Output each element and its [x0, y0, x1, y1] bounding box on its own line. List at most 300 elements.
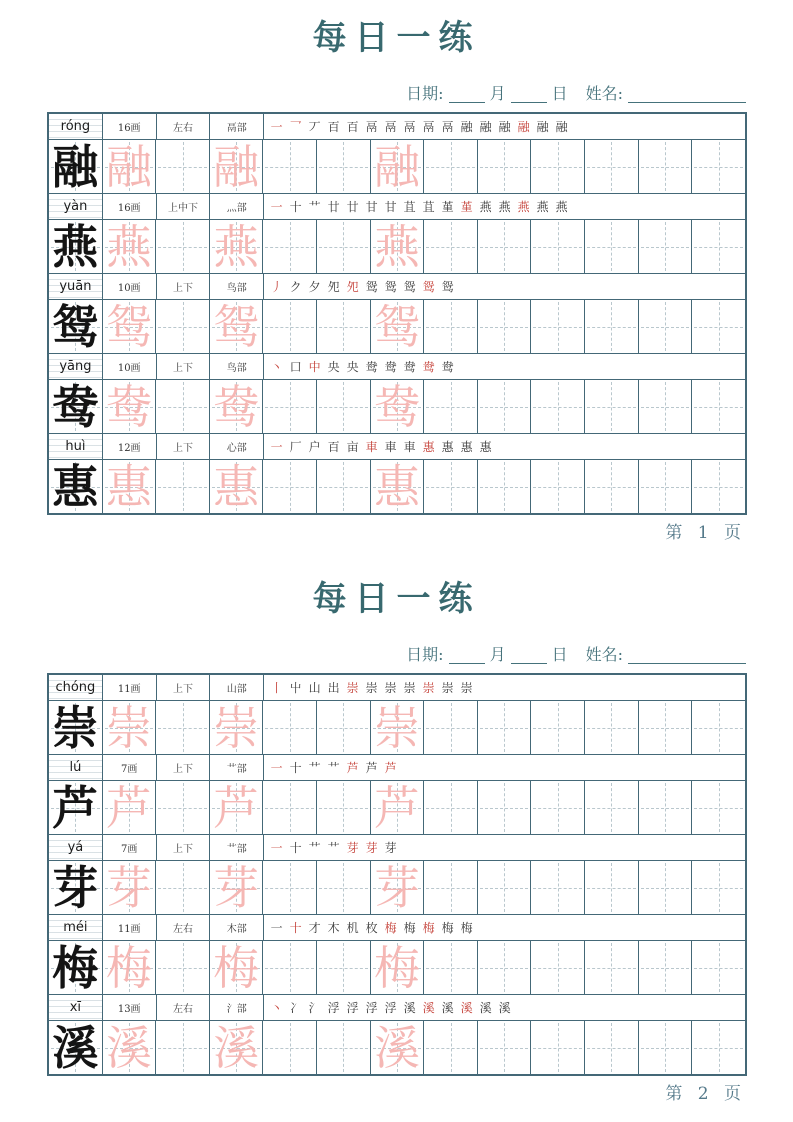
practice-cell: [478, 380, 532, 433]
structure-cell: 上下: [157, 675, 211, 700]
trace-character: 鸳: [105, 299, 152, 354]
structure-cell: 上中下: [157, 194, 211, 219]
practice-cell: [692, 460, 745, 513]
stroke-order-step: 亩: [346, 440, 359, 454]
practice-cell: [156, 861, 210, 914]
practice-cell: [531, 781, 585, 834]
practice-cell: [317, 380, 371, 433]
practice-cell: [639, 220, 693, 273]
date-line: [406, 84, 746, 103]
practice-cell: [371, 941, 425, 994]
character-row-block: [49, 755, 745, 835]
stroke-count-cell: 10画: [103, 354, 157, 379]
practice-cell: [210, 1021, 264, 1074]
practice-cell: [585, 701, 639, 754]
stroke-order-step: 鸳: [365, 280, 378, 294]
stroke-order-sequence: [264, 915, 745, 940]
stroke-order-step: 融: [460, 120, 473, 134]
stroke-order-step: 溪: [498, 1001, 511, 1015]
stroke-order-step: 冫: [289, 1001, 302, 1015]
practice-cell: [210, 941, 264, 994]
practice-cell: [103, 781, 157, 834]
trace-character: 溪: [105, 1020, 152, 1075]
stroke-order-step: 融: [517, 120, 530, 134]
stroke-order-step: 苴: [422, 200, 435, 214]
stroke-order-step: 夗: [346, 280, 359, 294]
example-character: 溪: [52, 1020, 99, 1075]
trace-character: 梅: [373, 940, 420, 995]
practice-cell: [478, 781, 532, 834]
practice-cell: [263, 220, 317, 273]
stroke-order-step: 枚: [365, 921, 378, 935]
practice-cell: [424, 300, 478, 353]
row-header: [49, 755, 745, 781]
practice-cell: [692, 941, 745, 994]
date-month-blank: [449, 661, 485, 664]
stroke-order-step: 十: [289, 841, 302, 855]
trace-character: 芽: [105, 860, 152, 915]
character-row-block: [49, 194, 745, 274]
date-label: 日期:: [406, 645, 444, 664]
practice-cell: [263, 781, 317, 834]
practice-cell: [531, 1021, 585, 1074]
stroke-order-step: 浮: [384, 1001, 397, 1015]
practice-cell: [210, 460, 264, 513]
practice-cell: [103, 220, 157, 273]
practice-cell: [531, 460, 585, 513]
practice-cell: [531, 941, 585, 994]
practice-cell: [317, 220, 371, 273]
practice-cell: [639, 140, 693, 193]
practice-cell: [585, 861, 639, 914]
stroke-order-step: 百: [327, 440, 340, 454]
stroke-order-sequence: [264, 354, 745, 379]
practice-cell: [49, 220, 103, 273]
trace-character: 燕: [213, 219, 260, 274]
practice-cell: [103, 1021, 157, 1074]
character-row-block: [49, 354, 745, 434]
stroke-order-step: 車: [365, 440, 378, 454]
stroke-count-cell: 16画: [103, 114, 157, 139]
stroke-order-step: 惠: [441, 440, 454, 454]
practice-cell: [424, 380, 478, 433]
radical-cell: 氵部: [210, 995, 264, 1020]
stroke-order-step: 丿: [270, 280, 283, 294]
stroke-order-step: 艹: [308, 761, 321, 775]
row-header: [49, 114, 745, 140]
character-row-block: [49, 114, 745, 194]
practice-cell: [585, 781, 639, 834]
stroke-order-step: 廿: [346, 200, 359, 214]
trace-character: 鸯: [105, 379, 152, 434]
practice-cell: [317, 140, 371, 193]
practice-cell: [263, 701, 317, 754]
pinyin-cell: lú: [49, 755, 103, 780]
stroke-order-step: 鸯: [422, 360, 435, 374]
practice-cell: [103, 300, 157, 353]
stroke-order-step: 百: [346, 120, 359, 134]
practice-cell: [49, 861, 103, 914]
pinyin-cell: yá: [49, 835, 103, 860]
stroke-order-step: 厂: [289, 440, 302, 454]
practice-cell: [103, 460, 157, 513]
stroke-order-step: 崇: [403, 681, 416, 695]
date-line: [406, 645, 746, 664]
practice-cell: [317, 781, 371, 834]
practice-row: [49, 300, 745, 354]
practice-cell: [639, 380, 693, 433]
stroke-order-step: 央: [327, 360, 340, 374]
practice-cell: [156, 220, 210, 273]
practice-cell: [156, 701, 210, 754]
stroke-order-step: 溪: [460, 1001, 473, 1015]
practice-cell: [424, 861, 478, 914]
pinyin-cell: xī: [49, 995, 103, 1020]
practice-cell: [639, 300, 693, 353]
name-label: 姓名:: [585, 84, 623, 103]
practice-cell: [531, 861, 585, 914]
structure-cell: 左右: [157, 114, 211, 139]
stroke-order-step: 廿: [327, 200, 340, 214]
practice-cell: [692, 781, 745, 834]
stroke-order-step: 惠: [422, 440, 435, 454]
practice-row: [49, 140, 745, 194]
example-character: 融: [52, 139, 99, 194]
stroke-order-sequence: [264, 835, 745, 860]
character-row-block: [49, 835, 745, 915]
practice-cell: [371, 781, 425, 834]
row-header: [49, 995, 745, 1021]
practice-cell: [263, 300, 317, 353]
practice-cell: [585, 300, 639, 353]
practice-cell: [210, 140, 264, 193]
stroke-order-step: 出: [327, 681, 340, 695]
stroke-order-step: 芦: [346, 761, 359, 775]
row-header: [49, 675, 745, 701]
stroke-order-sequence: [264, 194, 745, 219]
stroke-order-step: 十: [289, 761, 302, 775]
trace-character: 惠: [213, 459, 260, 514]
radical-cell: 心部: [210, 434, 264, 459]
practice-cell: [424, 1021, 478, 1074]
trace-character: 崇: [373, 700, 420, 755]
row-header: [49, 835, 745, 861]
stroke-order-step: 鬲: [403, 120, 416, 134]
stroke-order-step: 鸯: [441, 360, 454, 374]
practice-cell: [639, 1021, 693, 1074]
practice-cell: [585, 380, 639, 433]
practice-cell: [692, 1021, 745, 1074]
trace-character: 溪: [213, 1020, 260, 1075]
date-month-blank: [449, 100, 485, 103]
trace-character: 梅: [105, 940, 152, 995]
stroke-order-step: 燕: [555, 200, 568, 214]
character-row-block: [49, 995, 745, 1074]
stroke-order-step: 一: [270, 440, 283, 454]
practice-cell: [478, 1021, 532, 1074]
example-character: 崇: [52, 700, 99, 755]
pinyin-cell: chóng: [49, 675, 103, 700]
practice-cell: [210, 701, 264, 754]
stroke-order-step: 户: [308, 440, 321, 454]
stroke-order-step: 鸯: [365, 360, 378, 374]
practice-cell: [103, 140, 157, 193]
practice-cell: [478, 941, 532, 994]
practice-cell: [424, 701, 478, 754]
practice-cell: [478, 220, 532, 273]
practice-cell: [531, 701, 585, 754]
practice-cell: [585, 140, 639, 193]
trace-character: 燕: [105, 219, 152, 274]
stroke-order-step: 浮: [365, 1001, 378, 1015]
practice-cell: [371, 220, 425, 273]
practice-cell: [103, 701, 157, 754]
practice-row: [49, 781, 745, 835]
row-header: [49, 434, 745, 460]
radical-cell: 艹部: [210, 755, 264, 780]
stroke-order-step: 百: [327, 120, 340, 134]
date-label: 日期:: [406, 84, 444, 103]
example-character: 芦: [52, 780, 99, 835]
stroke-order-step: 惠: [460, 440, 473, 454]
practice-cell: [424, 460, 478, 513]
month-label: 月: [489, 645, 506, 664]
stroke-order-step: 崇: [422, 681, 435, 695]
pinyin-cell: huì: [49, 434, 103, 459]
worksheet-page-2: [0, 561, 793, 1122]
stroke-order-step: 丨: [270, 681, 283, 695]
stroke-order-step: 溪: [479, 1001, 492, 1015]
practice-cell: [424, 941, 478, 994]
stroke-order-step: 崇: [441, 681, 454, 695]
row-header: [49, 915, 745, 941]
stroke-count-cell: 7画: [103, 835, 157, 860]
practice-row: [49, 861, 745, 915]
stroke-order-step: 鸳: [403, 280, 416, 294]
example-character: 鸯: [52, 379, 99, 434]
practice-cell: [639, 781, 693, 834]
trace-character: 鸯: [373, 379, 420, 434]
trace-character: 梅: [213, 940, 260, 995]
stroke-order-step: 丶: [270, 360, 283, 374]
stroke-order-step: 芽: [346, 841, 359, 855]
example-character: 梅: [52, 940, 99, 995]
stroke-count-cell: 16画: [103, 194, 157, 219]
stroke-order-step: 一: [270, 200, 283, 214]
trace-character: 崇: [213, 700, 260, 755]
stroke-order-step: 鬲: [384, 120, 397, 134]
practice-cell: [478, 701, 532, 754]
pinyin-cell: róng: [49, 114, 103, 139]
practice-cell: [263, 140, 317, 193]
stroke-order-step: 夗: [327, 280, 340, 294]
stroke-order-step: 鸳: [384, 280, 397, 294]
stroke-order-step: 融: [479, 120, 492, 134]
practice-cell: [424, 140, 478, 193]
practice-cell: [424, 781, 478, 834]
practice-row: [49, 941, 745, 995]
practice-cell: [692, 701, 745, 754]
structure-cell: 上下: [157, 274, 211, 299]
stroke-order-step: 甘: [365, 200, 378, 214]
stroke-count-cell: 12画: [103, 434, 157, 459]
practice-cell: [263, 1021, 317, 1074]
practice-cell: [49, 140, 103, 193]
stroke-order-step: 融: [555, 120, 568, 134]
stroke-order-step: 惠: [479, 440, 492, 454]
stroke-order-step: 梅: [460, 921, 473, 935]
stroke-count-cell: 10画: [103, 274, 157, 299]
practice-cell: [49, 380, 103, 433]
day-label: 日: [551, 84, 568, 103]
structure-cell: 上下: [157, 354, 211, 379]
stroke-order-step: 崇: [384, 681, 397, 695]
stroke-order-step: 一: [270, 841, 283, 855]
stroke-order-step: 丶: [270, 1001, 283, 1015]
date-day-blank: [511, 100, 547, 103]
stroke-order-step: 一: [270, 120, 283, 134]
stroke-order-step: 才: [308, 921, 321, 935]
character-row-block: [49, 675, 745, 755]
stroke-order-step: 浮: [327, 1001, 340, 1015]
trace-character: 溪: [373, 1020, 420, 1075]
practice-cell: [692, 861, 745, 914]
practice-cell: [478, 300, 532, 353]
stroke-order-step: 燕: [498, 200, 511, 214]
stroke-order-step: 艹: [308, 841, 321, 855]
practice-cell: [156, 781, 210, 834]
trace-character: 芽: [373, 860, 420, 915]
stroke-order-step: 屮: [289, 681, 302, 695]
stroke-order-step: 鬲: [365, 120, 378, 134]
stroke-order-step: 芦: [384, 761, 397, 775]
practice-cell: [49, 300, 103, 353]
practice-cell: [103, 941, 157, 994]
stroke-order-step: 鸯: [403, 360, 416, 374]
page-number: 第 1 页: [665, 523, 746, 543]
stroke-order-step: 鬲: [422, 120, 435, 134]
stroke-order-sequence: [264, 675, 745, 700]
practice-cell: [531, 220, 585, 273]
stroke-order-step: 鸯: [384, 360, 397, 374]
stroke-order-step: 車: [384, 440, 397, 454]
trace-character: 芦: [373, 780, 420, 835]
stroke-order-step: ク: [289, 280, 302, 294]
example-character: 燕: [52, 219, 99, 274]
stroke-order-step: 芽: [384, 841, 397, 855]
date-day-blank: [511, 661, 547, 664]
stroke-order-sequence: [264, 995, 745, 1020]
practice-cell: [639, 861, 693, 914]
practice-cell: [49, 781, 103, 834]
stroke-order-sequence: [264, 114, 745, 139]
practice-cell: [210, 380, 264, 433]
practice-cell: [478, 140, 532, 193]
practice-cell: [317, 941, 371, 994]
structure-cell: 上下: [157, 835, 211, 860]
stroke-order-step: 車: [403, 440, 416, 454]
structure-cell: 上下: [157, 434, 211, 459]
practice-cell: [585, 460, 639, 513]
practice-cell: [692, 380, 745, 433]
practice-cell: [156, 300, 210, 353]
practice-cell: [317, 701, 371, 754]
practice-cell: [531, 380, 585, 433]
name-blank: [628, 100, 746, 103]
stroke-order-step: 木: [327, 921, 340, 935]
stroke-order-step: 溪: [441, 1001, 454, 1015]
page-number: 第 2 页: [665, 1084, 746, 1104]
stroke-order-step: 融: [536, 120, 549, 134]
practice-cell: [531, 140, 585, 193]
practice-cell: [317, 1021, 371, 1074]
stroke-order-step: 苴: [403, 200, 416, 214]
radical-cell: 灬部: [210, 194, 264, 219]
practice-cell: [371, 140, 425, 193]
stroke-order-sequence: [264, 434, 745, 459]
practice-cell: [371, 861, 425, 914]
stroke-order-step: 溪: [403, 1001, 416, 1015]
stroke-order-step: 一: [270, 921, 283, 935]
pinyin-cell: yàn: [49, 194, 103, 219]
stroke-count-cell: 7画: [103, 755, 157, 780]
practice-cell: [371, 701, 425, 754]
practice-cell: [317, 460, 371, 513]
page-title: 每日一练: [312, 18, 481, 58]
practice-cell: [692, 220, 745, 273]
practice-row: [49, 460, 745, 513]
practice-cell: [49, 1021, 103, 1074]
practice-cell: [424, 220, 478, 273]
trace-character: 惠: [373, 459, 420, 514]
practice-cell: [156, 460, 210, 513]
practice-row: [49, 220, 745, 274]
stroke-order-step: 芦: [365, 761, 378, 775]
pinyin-cell: yuān: [49, 274, 103, 299]
practice-cell: [478, 861, 532, 914]
trace-character: 鸯: [213, 379, 260, 434]
practice-cell: [639, 460, 693, 513]
pinyin-cell: yāng: [49, 354, 103, 379]
stroke-order-step: 一: [270, 761, 283, 775]
row-header: [49, 274, 745, 300]
practice-cell: [210, 220, 264, 273]
trace-character: 鸳: [373, 299, 420, 354]
character-row-block: [49, 274, 745, 354]
radical-cell: 山部: [210, 675, 264, 700]
worksheet-table-1: [47, 112, 747, 515]
stroke-order-step: 艹: [327, 761, 340, 775]
stroke-order-step: 芽: [365, 841, 378, 855]
stroke-order-step: 燕: [517, 200, 530, 214]
practice-cell: [156, 941, 210, 994]
month-label: 月: [489, 84, 506, 103]
trace-character: 芽: [213, 860, 260, 915]
stroke-order-step: 乛: [289, 120, 302, 134]
stroke-order-step: 崇: [346, 681, 359, 695]
trace-character: 融: [373, 139, 420, 194]
stroke-order-step: 氵: [308, 1001, 321, 1015]
practice-cell: [49, 460, 103, 513]
stroke-order-step: 梅: [384, 921, 397, 935]
practice-cell: [210, 861, 264, 914]
trace-character: 鸳: [213, 299, 260, 354]
stroke-order-sequence: [264, 274, 745, 299]
trace-character: 融: [105, 139, 152, 194]
trace-character: 惠: [105, 459, 152, 514]
stroke-order-step: 央: [346, 360, 359, 374]
stroke-order-step: 山: [308, 681, 321, 695]
